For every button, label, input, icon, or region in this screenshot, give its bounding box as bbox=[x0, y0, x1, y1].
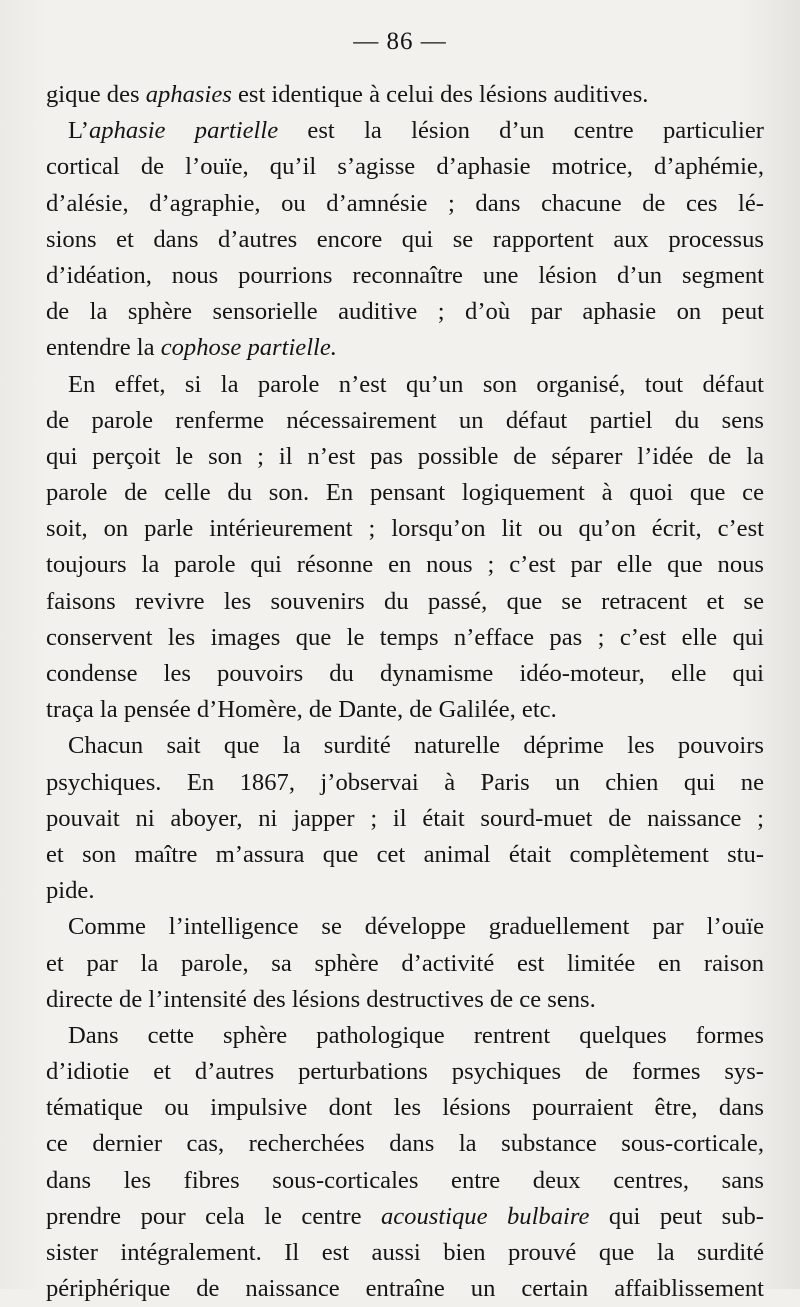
text-line bbox=[46, 367, 764, 403]
text-line bbox=[46, 77, 764, 113]
text-segment: Chacun sait que la surdité naturelle déprime les pouvoirs bbox=[68, 732, 764, 760]
text-line bbox=[46, 439, 764, 475]
text-segment: faisons revivre les souvenirs du passé, que se retracent et se bbox=[46, 587, 764, 615]
text-segment: sister intégralement. Il est aussi bien prouvé que la surdité bbox=[46, 1239, 764, 1266]
text-segment: qui peut sub- bbox=[589, 1202, 764, 1230]
text-segment: tématique ou impulsive dont les lésions pourraient être, dans bbox=[46, 1094, 764, 1122]
text-line bbox=[46, 330, 764, 366]
text-segment: directe de l’intensité des lésions destructives de ce sens. bbox=[46, 985, 596, 1013]
page-number: — 86 — bbox=[353, 28, 447, 55]
text-segment: parole de celle du son. En pensant logiquement à quoi que ce bbox=[46, 479, 764, 507]
text-segment: pouvait ni aboyer, ni japper ; il était sourd-muet de naissance ; bbox=[46, 804, 764, 832]
text-segment: condense les pouvoirs du dynamisme idéo-moteur, elle qui bbox=[46, 660, 764, 687]
text-line bbox=[46, 909, 764, 945]
text-segment: conservent les images que le temps n’efface pas ; c’est elle qui bbox=[46, 623, 764, 651]
text-segment: et son maître m’assura que cet animal était complètement stu- bbox=[46, 840, 764, 868]
text-segment: de parole renferme nécessairement un défaut partiel du sens bbox=[46, 406, 764, 434]
text-line bbox=[46, 186, 764, 222]
text-segment: soit, on parle intérieurement ; lorsqu’on lit ou qu’on écrit, c’est bbox=[46, 515, 764, 543]
text-line bbox=[46, 113, 764, 149]
italic-text: acoustique bulbaire bbox=[380, 1202, 590, 1230]
text-line bbox=[46, 1126, 764, 1162]
text-segment: de la sphère sensorielle auditive ; d’où par aphasie on peut bbox=[46, 298, 764, 326]
text-segment: d’idéation, nous pourrions reconnaître une lésion d’un segment bbox=[46, 261, 764, 289]
text-segment: et par la parole, sa sphère d’activité est limitée en raison bbox=[46, 949, 764, 977]
text-segment: toujours la parole qui résonne en nous ; c’est par elle que nous bbox=[46, 551, 764, 579]
text-segment: pide. bbox=[46, 877, 95, 905]
text-segment: sions et dans d’autres encore qui se rapportent aux processus bbox=[46, 225, 764, 253]
text-segment: L’ bbox=[68, 117, 89, 145]
text-segment: Dans cette sphère pathologique rentrent quelques formes bbox=[68, 1021, 764, 1049]
italic-text: aphasie partielle bbox=[88, 117, 279, 145]
text-segment: En effet, si la parole n’est qu’un son organisé, tout défaut bbox=[68, 370, 764, 398]
text-line bbox=[46, 620, 764, 656]
text-segment: psychiques. En 1867, j’observai à Paris un chien qui ne bbox=[46, 768, 764, 796]
text-line bbox=[46, 946, 764, 982]
text-segment: ce dernier cas, recherchées dans la substance sous-corticale, bbox=[46, 1130, 764, 1158]
text-segment: gique des bbox=[46, 81, 146, 108]
text-line bbox=[46, 1163, 764, 1199]
text-segment: Comme l’intelligence se développe graduellement par l’ouïe bbox=[68, 913, 764, 941]
text-line bbox=[46, 692, 764, 728]
text-segment: périphérique de naissance entraîne un certain affaiblissement bbox=[46, 1275, 764, 1303]
text-line bbox=[46, 728, 764, 764]
text-line bbox=[46, 1271, 764, 1307]
text-line bbox=[46, 149, 764, 185]
text-line bbox=[46, 584, 764, 620]
text-line bbox=[46, 801, 764, 837]
text-line bbox=[46, 475, 764, 511]
text-line bbox=[46, 1235, 764, 1271]
text-line bbox=[46, 403, 764, 439]
text-segment: entendre la bbox=[46, 334, 161, 362]
text-line bbox=[46, 258, 764, 294]
body-text bbox=[46, 77, 764, 1307]
italic-text: cophose partielle. bbox=[160, 334, 337, 362]
text-segment: est la lésion d’un centre particulier bbox=[278, 117, 764, 145]
text-segment: prendre pour cela le centre bbox=[46, 1202, 381, 1230]
text-line bbox=[46, 837, 764, 873]
text-line bbox=[46, 765, 764, 801]
text-line bbox=[46, 656, 764, 692]
text-line bbox=[46, 1090, 764, 1126]
text-line bbox=[46, 511, 764, 547]
text-segment: traça la pensée d’Homère, de Dante, de Galilée, etc. bbox=[46, 696, 557, 724]
text-segment: qui perçoit le son ; il n’est pas possible de séparer l’idée de la bbox=[46, 442, 764, 470]
text-segment: cortical de l’ouïe, qu’il s’agisse d’aphasie motrice, d’aphémie, bbox=[46, 153, 764, 181]
text-line bbox=[46, 1018, 764, 1054]
text-line bbox=[46, 982, 764, 1018]
text-line bbox=[46, 1054, 764, 1090]
text-segment: d’alésie, d’agraphie, ou d’amnésie ; dans chacune de ces lé- bbox=[46, 189, 764, 217]
text-line bbox=[46, 1199, 764, 1235]
text-line bbox=[46, 873, 764, 909]
text-segment: d’idiotie et d’autres perturbations psychiques de formes sys- bbox=[46, 1058, 764, 1086]
text-segment: dans les fibres sous-corticales entre deux centres, sans bbox=[46, 1166, 764, 1194]
text-line bbox=[46, 547, 764, 583]
text-line bbox=[46, 222, 764, 258]
text-segment: est identique à celui des lésions auditives. bbox=[231, 81, 649, 108]
text-line bbox=[46, 294, 764, 330]
italic-text: aphasies bbox=[145, 81, 232, 108]
